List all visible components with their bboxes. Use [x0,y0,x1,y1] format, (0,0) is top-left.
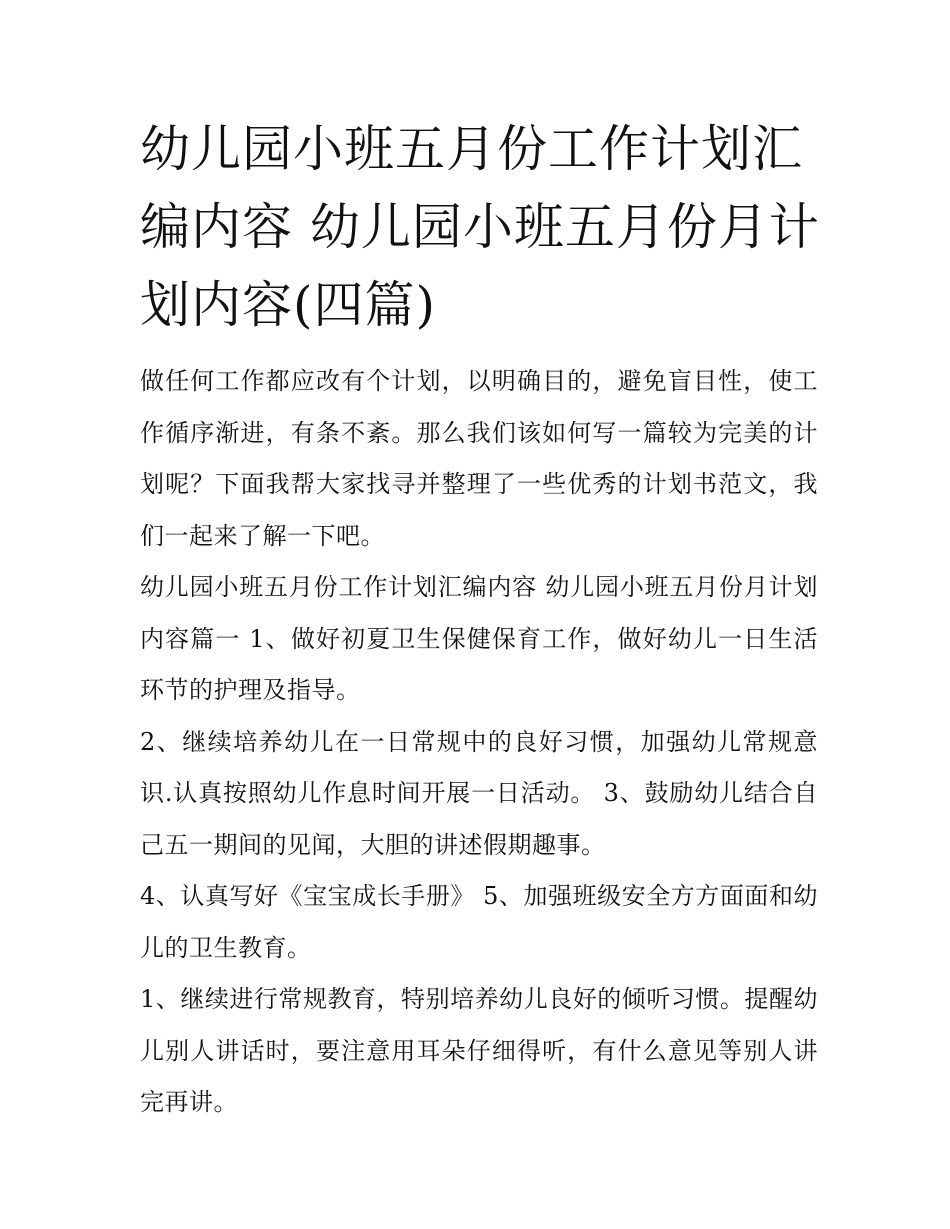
list-paragraph: 1、继续进行常规教育，特别培养幼儿良好的倾听习惯。提醒幼儿别人讲话时，要注意用耳朵仔细得听，有什么意见等别人讲完再讲。 [140,985,818,1116]
list-paragraph: 4、认真写好《宝宝成长手册》 5、加强班级安全方方面面和幼儿的卫生教育。 [140,882,818,962]
section-heading-paragraph: 幼儿园小班五月份工作计划汇编内容 幼儿园小班五月份月计划内容篇一 1、做好初夏卫生保健保育工作，做好幼儿一日生活环节的护理及指导。 [140,573,818,704]
document-title: 幼儿园小班五月份工作计划汇编内容 幼儿园小班五月份月计划内容(四篇) [140,120,820,334]
intro-paragraph: 做任何工作都应改有个计划，以明确目的，避免盲目性，使工作循序渐进，有条不紊。那么我们该如何写一篇较为完美的计划呢？下面我帮大家找寻并整理了一些优秀的计划书范文，我们一起来了解一下吧。 [140,367,818,550]
list-paragraph: 2、继续培养幼儿在一日常规中的良好习惯，加强幼儿常规意识.认真按照幼儿作息时间开展一日活动。 3、鼓励幼儿结合自己五一期间的见闻，大胆的讲述假期趣事。 [140,727,818,859]
document-body [140,356,818,1129]
